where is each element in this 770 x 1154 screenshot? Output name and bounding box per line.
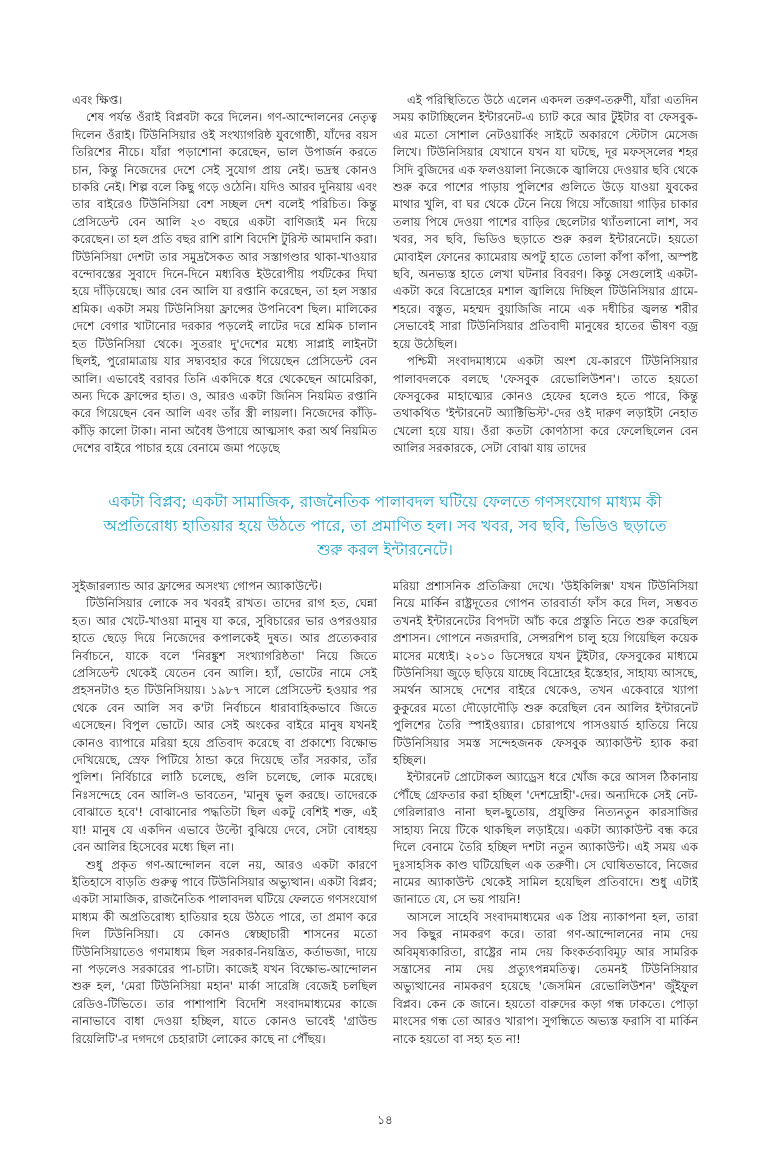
- paragraph: সুইজারল্যান্ড আর ফ্রান্সের অসংখ্য গোপন অ্যাকাউন্টে।: [72, 579, 323, 593]
- page-number: ১৪: [377, 1113, 393, 1127]
- paragraph: শুধু প্রকৃত গণ-আন্দোলন বলে নয়, আরও একটা কারণে ইতিহাসে বাড়তি গুরুত্ব পাবে টিউনিসিয়ার অভ্যুত্থান। একটা বিপ্লব; একটা সামাজিক, রাজনৈতিক পালাবদল ঘটিয়ে ফেলতে গণসংযোগ মাধ্যম কী অপ্রতিরোধ্য হাতিয়ার হয়ে উঠতে পারে, তা প্রমাণ করে দিল টিউনিসিয়া। যে কোনও স্বেচ্ছাচারী শাসনের মতো টিউনিসিয়াতেও গণমাধ্যম ছিল সরকার-নিয়ন্ত্রিত, কর্তাভজা, দায়ে না পড়লেও সরকারের পা-চাটা। কাজেই যখন বিক্ষোভ-আন্দোলন শুরু হল, 'মেরা টিউনিসিয়া মহান' মার্কা সারেঙ্গি বেজেই চলছিল রেডিও-টিভিতে। তার পাশাপাশি বিদেশি সংবাদমাধ্যমের কাজে নানাভাবে বাধা দেওয়া হচ্ছিল, যাতে কোনও ভাবেই 'গ্রাউন্ড রিয়েলিটি'-র দগদগে চেহারাটা লোকের কাছে না পৌঁছয়।: [72, 857, 377, 1046]
- paragraph: টিউনিসিয়ার লোকে সব খবরই রাখত। তাদের রাগ হত, ঘেন্না হত। আর খেটে-খাওয়া মানুষ যা করে, সুবিচারের ভার ওপরওয়ার হাতে ছেড়ে দিয়ে নিজেদের কপালকেই দুষত। আর প্রত্যেকবার নির্বাচনে, যাকে বলে 'নিরঙ্কুশ সংখ্যাগরিষ্ঠতা' নিয়ে জিতে প্রেসিডেন্ট থেকেই যেতেন বেন আলি। হ্যাঁ, ভোটের নামে সেই প্রহসনটাও হত টিউনিসিয়ায়। ১৯৮৭ সালে প্রেসিডেন্ট হওয়ার পর থেকে বেন আলি সব ক'টা নির্বাচনে ধারাবাহিকভাবে জিতে এসেছেন। বিপুল ভোটে। আর সেই অংকের বাইরে মানুষ যখনই কোনও ব্যাপারে মরিয়া হয়ে প্রতিবাদ করেছে বা প্রকাশ্যে বিক্ষোভ দেখিয়েছে, স্রেফ পিটিয়ে ঠান্ডা করে দিয়েছে তাঁর সরকার, তাঁর পুলিশ। নির্বিচারে লাঠি চলেছে, গুলি চলেছে, লোক মরেছে। নিঃসন্দেহে বেন আলি-ও ভাবতেন, 'মানুষ ভুল করছে। তাদেরকে বোঝাতে হবে'! বোঝানোর পদ্ধতিটা ছিল একটু বেশিই শক্ত, এই যা! মানুষ যে একদিন এভাবে উল্টো বুঝিয়ে দেবে, সেটা বোধহয় বেন আলির হিসেবের মধ্যে ছিল না।: [72, 596, 377, 855]
- paragraph: এই পরিস্থিতিতে উঠে এলেন একদল তরুণ-তরুণী, যাঁরা এতদিন সময় কাটাচ্ছিলেন ইন্টারনেট-এ চ্যাট করে আর টুইটার বা ফেসবুক-এর মতো সোশাল নেটওয়ার্কিং সাইটে অকারণে স্টেটাস মেসেজ লিখে। টিউনিসিয়ার যেখানে যখন যা ঘটছে, দূর মফস্সলের শহর সিদি বুজিদের এক ফলওয়ালা নিজেকে জ্বালিয়ে দেওয়ার ছবি থেকে শুরু করে পাশের পাড়ায় পুলিশের গুলিতে উড়ে যাওয়া যুবকের মাথার খুলি, বা ঘর থেকে টেনে নিয়ে গিয়ে সাঁজোয়া গাড়ির চাকার তলায় পিষে দেওয়া পাশের বাড়ির ছেলেটার থ্যাঁতলানো লাশ, সব খবর, সব ছবি, ভিডিও ছড়াতে শুরু করল ইন্টারনেটে। হয়তো মোবাইল ফোনের ক্যামেরায় অপটু হাতে তোলা কাঁপা কাঁপা, অস্পষ্ট ছবি, অনভ্যস্ত হাতে লেখা ঘটনার বিবরণ। কিন্তু সেগুলোই একটা-একটা করে বিদ্রোহের মশাল জ্বালিয়ে দিচ্ছিল টিউনিসিয়ার গ্রামে-শহরে। বস্তুত, মহম্মদ বুয়াজিজি নামে এক দধীচির জ্বলন্ত শরীর সেভাবেই সারা টিউনিসিয়ার প্রতিবাদী মানুষের হাতের ভীষণ বজ্র হয়ে উঠেছিল।: [393, 93, 698, 351]
- pull-quote: একটা বিপ্লব; একটা সামাজিক, রাজনৈতিক পালাবদল ঘটিয়ে ফেলতে গণসংযোগ মাধ্যম কী অপ্রতিরোধ্য হাতিয়ার হয়ে উঠতে পারে, তা প্রমাণিত হল। সব খবর, সব ছবি, ভিডিও ছড়াতে শুরু করল ইন্টারনেটে।: [103, 493, 667, 559]
- paragraph: মরিয়া প্রশাসনিক প্রতিক্রিয়া দেখে। 'উইকিলিক্স' যখন টিউনিসিয়া নিয়ে মার্কিন রাষ্ট্রদূতের গোপন তারবার্তা ফাঁস করে দিল, সম্ভবত তখনই ইন্টারনেটের বিপদটা আঁচ করে প্রস্তুতি নিতে শুরু করেছিল প্রশাসন। গোপনে নজরদারি, সেন্সরশিপ চালু হয়ে গিয়েছিল কয়েক মাসের মধ্যেই। ২০১০ ডিসেম্বরে যখন টুইটার, ফেসবুকের মাধ্যমে টিউনিসিয়া জুড়ে ছড়িয়ে যাচ্ছে বিদ্রোহের ইস্তেহার, সাহায্য আসছে, সমর্থন আসছে দেশের বাইরে থেকেও, তখন একেবারে খ্যাপা কুকুরের মতো দৌড়োদৌড়ি শুরু করেছিল বেন আলির ইন্টারনেট পুলিশের তৈরি স্পাইওয়্যার। চোরাপথে পাসওয়ার্ড হাতিয়ে নিয়ে টিউনিসিয়ার সমস্ত সন্দেহজনক ফেসবুক অ্যাকাউন্ট হ্যাক করা হচ্ছিল।: [393, 579, 698, 768]
- paragraph: শেষ পর্যন্ত ওঁরাই বিপ্লবটা করে দিলেন। গণ-আন্দোলনের নেতৃত্ব দিলেন ওঁরাই। টিউনিসিয়ার ওই সংখ্যাগরিষ্ঠ যুবগোষ্ঠী, যাঁদের বয়স তিরিশের নীচে। যাঁরা পড়াশোনা করেছেন, ভাল উপার্জন করতে চান, কিন্তু নিজেদের দেশে সেই সুযোগ প্রায় নেই। ভদ্রস্থ কোনও চাকরি নেই। শিল্প বলে কিছু গড়ে ওঠেনি। যদিও আরব দুনিয়ায় এবং তার বাইরেও টিউনিসিয়া বেশ সচ্ছল দেশ বলেই পরিচিত। কিন্তু প্রেসিডেন্ট বেন আলি ২৩ বছরে একটা বাণিজ্যই মন দিয়ে করেছেন। তা হল প্রতি বছর রাশি রাশি বিদেশি টুরিস্ট আমদানি করা। টিউনিসিয়া দেশটা তার সমুদ্রসৈকত আর সস্তাগণ্ডার থাকা-খাওয়ার বন্দোবস্তের সুবাদে দিনে-দিনে মধ্যবিত্ত ইউরোপীয় পর্যটকের দিঘা হয়ে দাঁড়িয়েছে। আর বেন আলি যা রপ্তানি করেছেন, তা হল সস্তার শ্রমিক। একটা সময় টিউনিসিয়া ফ্রান্সের উপনিবেশ ছিল। মালিকের দেশে বেগার খাটানোর দরকার পড়লেই লাটের দরে শ্রমিক চালান হত টিউনিসিয়া থেকে। সুতরাং দু'দেশের মধ্যে সাপ্লাই লাইনটা ছিলই, পুরোমাত্রায় যার সদ্ব্যবহার করে গিয়েছেন প্রেসিডেন্ট বেন আলি। এভাবেই বরাবর তিনি একদিকে ধরে থেকেছেন আমেরিকা, অন্য দিকে ফ্রান্সের হাত। ও, আরও একটা জিনিস নিয়মিত রপ্তানি করে গিয়েছেন বেন আলি এবং তাঁর স্ত্রী লায়লা। নিজেদের কাঁড়ি-কাঁড়ি কালো টাকা। নানা অবৈধ উপায়ে আত্মসাৎ করা অর্থ নিয়মিত দেশের বাইরে পাচার হয়ে বেনামে জমা পড়েছে: [72, 110, 377, 456]
- paragraph: ইন্টারনেট প্রোটোকল অ্যাড্রেস ধরে খোঁজ করে আসল ঠিকানায় পৌঁছে গ্রেফতার করা হচ্ছিল 'দেশদ্রোহী'-দের। অন্যদিকে সেই নেট-গেরিলারাও নানা ছল-ছুতোয়, প্রযুক্তির নিত্যনতুন কারসাজির সাহায্য নিয়ে টিকে থাকছিল লড়াইয়ে। একটা অ্যাকাউন্ট বন্ধ করে দিলে বেনামে তৈরি হচ্ছিল দশটা নতুন অ্যাকাউন্ট। এই সময় এক দুঃসাহসিক কাণ্ড ঘটিয়েছিল এক তরুণী। সে ঘোষিতভাবে, নিজের নামের অ্যাকাউন্ট থেকেই সামিল হয়েছিল প্রতিবাদে। শুধু এটাই জানাতে যে, সে ভয় পায়নি!: [393, 770, 698, 907]
- paragraph: এবং ক্ষিপ্ত।: [72, 93, 123, 107]
- paragraph: পশ্চিমী সংবাদমাধ্যমে একটা অংশ যে-কারণে টিউনিসিয়ার পালাবদলকে বলছে 'ফেসবুক রেভোলিউশন'। তাতে হয়তো ফেসবুকের মাহাত্ম্যের কোনও হেফের হলেও হতে পারে, কিন্তু তথাকথিত 'ইন্টারনেট অ্যাক্টিভিস্ট'-দের ওই দারুণ লড়াইটা নেহাত খেলো হয়ে যায়। ওঁরা কতটা কোণঠাসা করে ফেলেছিলেন বেন আলির সরকারকে, সেটা বোঝা যায় তাদের: [393, 354, 698, 456]
- article-column-top-right: [393, 92, 698, 456]
- article-column-top-left: [72, 92, 377, 456]
- article-column-bottom-right: [393, 578, 698, 1080]
- paragraph: আসলে সাহেবি সংবাদমাধ্যমের এক প্রিয় ন্যাকাপনা হল, তারা সব কিছুর নামকরণ করে। তারা গণ-আন্দোলনের নাম দেয় অবিমৃষ্যকারিতা, রাষ্ট্রের নাম দেয় কিংকর্তব্যবিমূঢ় আর সামরিক সন্ত্রাসের নাম দেয় প্রত্যুৎপন্নমতিত্ব। তেমনই টিউনিসিয়ার অভ্যুত্থানের নামকরণ হয়েছে 'জেসমিন রেভোলিউশন' জুঁইফুল বিপ্লব। কেন কে জানে। হয়তো বারুদের কড়া গন্ধ ঢাকতে। পোড়া মাংসের গন্ধ তো আরও খারাপ। সুগন্ধিতে অভ্যস্ত ফরাসি বা মার্কিন নাকে হয়তো বা সহ্য হত না!: [393, 909, 698, 1046]
- article-column-bottom-left: [72, 578, 377, 1080]
